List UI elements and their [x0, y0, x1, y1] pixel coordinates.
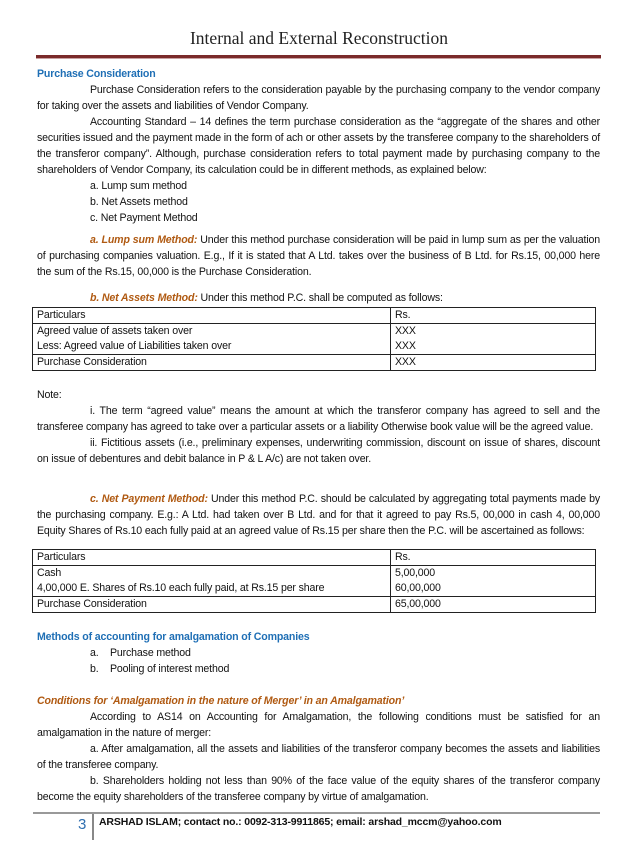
list-item — [37, 661, 600, 677]
table-cell: Less: Agreed value of Liabilities taken over — [33, 339, 391, 355]
table-row — [33, 339, 596, 355]
net-assets-label: b. Net Assets Method: — [90, 292, 198, 304]
list-text: Purchase method — [110, 647, 191, 659]
list-marker: a. — [90, 647, 99, 659]
net-assets-table — [32, 307, 596, 371]
lump-sum-text: Under this method purchase consideration will be paid in lump sum as per the valuation of purchasing companies valuation. E.g., If it is stated that A Ltd. takes over the business of B Ltd. for Rs.15, 00,000 here the sum of the Rs.15, 00,000 is the Purchase Consideration. — [37, 234, 600, 278]
table-header: Rs. — [391, 550, 596, 566]
footer-rule — [33, 812, 600, 814]
note-section — [37, 387, 600, 467]
paragraph: a. After amalgamation, all the assets and liabilities of the transferor company becomes the assets and liabilities of the transferee company. — [37, 743, 600, 771]
note-label: Note: — [37, 389, 62, 401]
net-payment-section — [37, 491, 600, 539]
table-cell: 60,00,000 — [391, 581, 596, 597]
table-header: Particulars — [33, 308, 391, 324]
accounting-methods-section — [37, 629, 600, 677]
table-row — [33, 581, 596, 597]
paragraph: Accounting Standard – 14 defines the term purchase consideration as the “aggregate of the shares and other securities issued and the payment made in the form of ach or other assets by the transferee company to the shareholders of the transferor company”. Although, purchase consideration refers to total payment made by purchasing company to the shareholders of Vendor Company, its calculation could be in different methods, as explained below: — [37, 116, 600, 176]
header-rule — [36, 55, 601, 59]
table-cell: XXX — [391, 355, 596, 371]
conditions-section — [37, 693, 600, 805]
paragraph: Purchase Consideration refers to the consideration payable by the purchasing company to the vendor company for taking over the assets and liabilities of Vendor Company. — [37, 84, 600, 112]
page-number: 3 — [78, 816, 87, 833]
table-cell: XXX — [391, 324, 596, 340]
purchase-consideration-section — [37, 66, 600, 226]
table-cell: Agreed value of assets taken over — [33, 324, 391, 340]
list-item — [37, 645, 600, 661]
table-header: Rs. — [391, 308, 596, 324]
note-i: i. The term “agreed value” means the amount at which the transferor company has agreed to sell and the transferee company has agreed to take over a particular assets or a liability Otherwise book value will be the agreed value. — [37, 405, 600, 433]
table-cell: 4,00,000 E. Shares of Rs.10 each fully paid, at Rs.15 per share — [33, 581, 391, 597]
footer-divider — [92, 814, 94, 840]
footer-text: ARSHAD ISLAM; contact no.: 0092-313-9911865; email: arshad_mccm@yahoo.com — [99, 816, 502, 828]
lump-sum-section — [37, 232, 600, 280]
list-item: a. Lump sum method — [90, 180, 187, 192]
paragraph: b. Shareholders holding not less than 90% of the face value of the equity shares of the transferor company become the equity shareholders of the transferee company by virtue of amalgamation. — [37, 775, 600, 803]
paragraph: According to AS14 on Accounting for Amalgamation, the following conditions must be satisfied for an amalgamation in the nature of merger: — [37, 711, 600, 739]
table-cell: Cash — [33, 566, 391, 582]
table-cell: 5,00,000 — [391, 566, 596, 582]
table-cell: XXX — [391, 339, 596, 355]
list-item: b. Net Assets method — [90, 196, 188, 208]
list-text: Pooling of interest method — [110, 663, 230, 675]
table-cell: Purchase Consideration — [33, 355, 391, 371]
table-row — [33, 324, 596, 340]
list-item: c. Net Payment Method — [90, 212, 198, 224]
net-payment-label: c. Net Payment Method: — [90, 493, 208, 505]
section-heading: Methods of accounting for amalgamation of Companies — [37, 631, 310, 643]
page-header-title: Internal and External Reconstruction — [189, 28, 449, 48]
table-header-row — [33, 550, 596, 566]
table-cell: Purchase Consideration — [33, 597, 391, 613]
net-payment-table — [32, 549, 596, 613]
net-payment-text: Under this method P.C. should be calculated by aggregating total payments made by the purchasing company. E.g.: A Ltd. had taken over B Ltd. and for that it agreed to pay Rs.5, 00,000 in cash 4, 00,000 Equity Shares of Rs.10 each fully paid at an agreed value of Rs.15 per share then the P.C. will be ascertained as follows: — [37, 493, 601, 537]
section-heading: Conditions for ‘Amalgamation in the nature of Merger’ in an Amalgamation’ — [37, 695, 405, 707]
table-row — [33, 597, 596, 613]
table-header: Particulars — [33, 550, 391, 566]
net-assets-section — [37, 290, 600, 306]
list-marker: b. — [90, 663, 99, 675]
note-ii: ii. Fictitious assets (i.e., preliminary expenses, underwriting commission, discount on issue of shares, discount on issue of debentures and debit balance in P & L A/c) are not taken over. — [37, 437, 600, 465]
section-heading: Purchase Consideration — [37, 68, 156, 80]
table-row — [33, 355, 596, 371]
table-cell: 65,00,000 — [391, 597, 596, 613]
net-assets-text: Under this method P.C. shall be computed as follows: — [197, 292, 443, 304]
table-header-row — [33, 308, 596, 324]
lump-sum-label: a. Lump sum Method: — [90, 234, 198, 246]
table-row — [33, 566, 596, 582]
